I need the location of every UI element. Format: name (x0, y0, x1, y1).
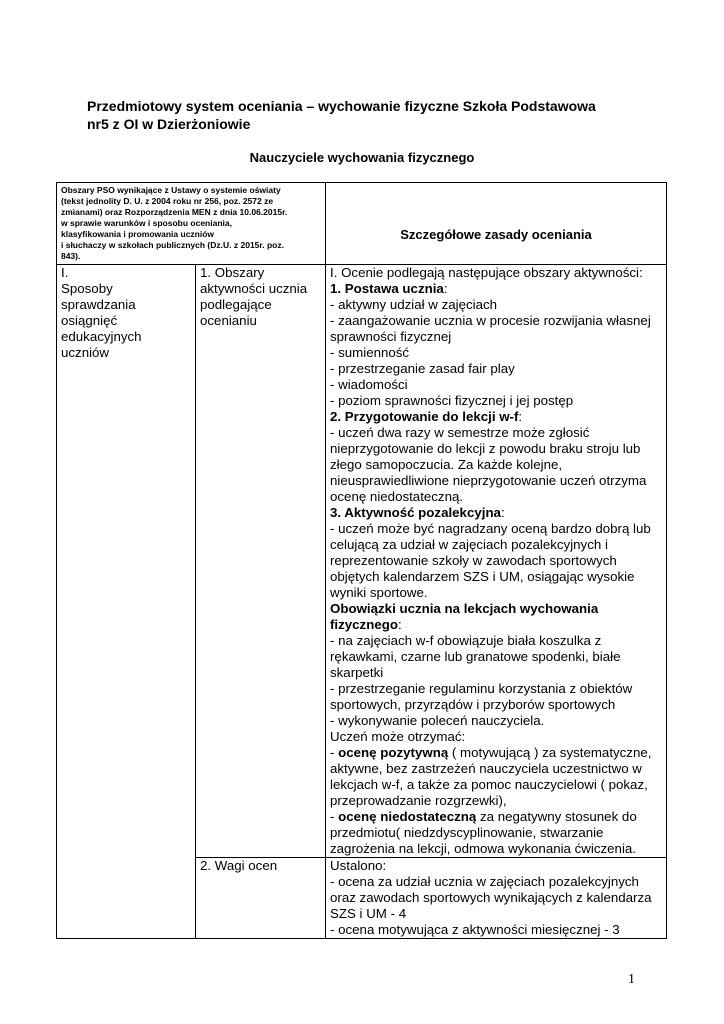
negative-grade-term: ocenę niedostateczną (338, 809, 477, 824)
header-legal-basis (57, 183, 326, 265)
rules-item: przeprowadzanie rozgrzewki), (330, 793, 507, 808)
weights-line: - ocena za udział ucznia w zajęciach pozalekcyjnych (330, 874, 639, 889)
title-line-1: Przedmiotowy system oceniania – wychowanie fizyczne Szkoła Podstawowa (87, 98, 596, 114)
rules-item: sprawności fizycznej (330, 329, 452, 344)
rules-item: - aktywny udział w zajęciach (330, 297, 498, 312)
section-label-line: osiągnięć (61, 313, 118, 328)
weights-line: Ustalono: (330, 858, 387, 873)
activity-areas-line: aktywności ucznia (200, 281, 308, 296)
negative-grade-rest: za negatywny stosunek do (476, 809, 637, 824)
grade-weights-rules-cell (326, 858, 667, 939)
header-left-line: i słuchaczy w szkołach publicznych (Dz.U. z 2015r. poz. (61, 240, 284, 250)
rules-heading-2: 2. Przygotowanie do lekcji w-f: (330, 409, 523, 424)
heading-text: fizycznego (330, 617, 398, 632)
activity-areas-line: podlegające (200, 297, 272, 312)
activity-areas-cell (196, 265, 326, 858)
section-label-line: I. (61, 265, 69, 280)
rules-item: skarpetki (330, 665, 384, 680)
rules-item: rękawkami, czarne lub granatowe spodenki, białe (330, 649, 621, 664)
prefix: - (330, 745, 339, 760)
document-title (87, 97, 647, 133)
rules-item: lekcjach w-f, a także za pomoc nauczycielowi ( pokaz, (330, 777, 648, 792)
rules-item: reprezentowanie szkoły w zawodach sportowych (330, 553, 617, 568)
table-header-row (57, 183, 667, 265)
positive-grade-term: ocenę pozytywną (338, 745, 449, 760)
heading-text: 2. Przygotowanie do lekcji w-f (330, 409, 519, 424)
rules-item: - przestrzeganie regulaminu korzystania z obiektów (330, 681, 633, 696)
prefix: - (330, 809, 339, 824)
rules-heading-4-line-2: fizycznego: (330, 617, 402, 632)
rules-heading-1: 1. Postawa ucznia: (330, 281, 448, 296)
header-left-line: zmianami) oraz Rozporządzenia MEN z dnia 10.06.2015r. (61, 207, 288, 217)
header-left-line: w sprawie warunków i sposobu oceniania, (61, 218, 232, 228)
heading-text: 1. Postawa ucznia (330, 281, 444, 296)
header-left-line: klasyfikowania i promowania uczniów (61, 229, 215, 239)
weights-line: SZS i UM - 4 (330, 906, 407, 921)
header-left-line: 843). (61, 251, 81, 261)
positive-grade-line (330, 745, 662, 761)
table-row (57, 265, 667, 858)
rules-intro: I. Ocenie podlegają następujące obszary aktywności: (330, 265, 643, 280)
rules-heading-4-line-1: Obowiązki ucznia na lekcjach wychowania (330, 601, 599, 616)
section-label-cell (57, 265, 196, 939)
rules-item: - na zajęciach w-f obowiązuje biała koszulka z (330, 633, 602, 648)
section-label-line: sprawdzania (61, 297, 136, 312)
section-label-line: Sposoby (61, 281, 113, 296)
weights-line: - ocena motywująca z aktywności miesięcznej - 3 (330, 922, 620, 937)
title-line-2: nr5 z OI w Dzierżoniowie (87, 116, 251, 132)
grading-table (56, 182, 667, 939)
rules-item: sportowych, przyrządów i przyborów sportowych (330, 697, 616, 712)
section-label-line: edukacyjnych (61, 329, 142, 344)
grade-weights-cell: 2. Wagi ocen (196, 858, 326, 939)
heading-text: 3. Aktywność pozalekcyjna (330, 505, 501, 520)
header-left-line: (tekst jednolity D. U. z 2004 roku nr 256, poz. 2572 ze (61, 196, 274, 206)
weights-line: oraz zawodach sportowych wynikających z kalendarza (330, 890, 652, 905)
rules-item: nieprzygotowanie do lekcji z powodu braku stroju lub (330, 441, 641, 456)
header-left-line: Obszary PSO wynikające z Ustawy o systemie oświaty (61, 185, 281, 195)
rules-item: wyniki sportowe. (330, 585, 428, 600)
rules-item: - zaangażowanie ucznia w procesie rozwijania własnej (330, 313, 651, 328)
rules-item: - uczeń może być nagradzany oceną bardzo dobrą lub (330, 521, 651, 536)
rules-item: nieusprawiedliwione nieprzygotowanie uczeń otrzyma (330, 473, 647, 488)
rules-item: - wykonywanie poleceń nauczyciela. (330, 713, 545, 728)
rules-item: złego samopoczucia. Za każde kolejne, (330, 457, 563, 472)
rules-item: ocenę niedostateczną. (330, 489, 464, 504)
rules-item: aktywne, bez zastrzeżeń nauczyciela uczestnictwo w (330, 761, 642, 776)
activity-rules-cell (326, 265, 667, 858)
rules-item: - przestrzeganie zasad fair play (330, 361, 515, 376)
activity-areas-line: 1. Obszary (200, 265, 265, 280)
section-label-line: uczniów (61, 345, 110, 360)
rules-item: - wiadomości (330, 377, 408, 392)
rules-item: - sumienność (330, 345, 410, 360)
negative-grade-line (330, 809, 662, 825)
rules-item: przedmiotu( niedzdyscyplinowanie, stwarzanie (330, 825, 604, 840)
rules-item: zagrożenia na lekcji, odmowa wykonania ćwiczenia. (330, 841, 636, 856)
document-subtitle: Nauczyciele wychowania fizycznego (249, 150, 475, 165)
rules-heading-3: 3. Aktywność pozalekcyjna: (330, 505, 505, 520)
rules-item: - uczeń dwa razy w semestrze może zgłosić (330, 425, 590, 440)
positive-grade-rest: ( motywującą ) za systematyczne, (448, 745, 652, 760)
activity-areas-line: ocenianiu (200, 313, 257, 328)
rules-item: celującą za udział w zajęciach pozalekcyjnych i (330, 537, 608, 552)
header-detailed-rules: Szczegółowe zasady oceniania (326, 183, 667, 265)
grade-intro: Uczeń może otrzymać: (330, 729, 466, 744)
rules-item: objętych kalendarzem SZS i UM, osiągając wysokie (330, 569, 635, 584)
rules-item: - poziom sprawności fizycznej i jej postęp (330, 393, 574, 408)
page-number: 1 (628, 972, 635, 987)
